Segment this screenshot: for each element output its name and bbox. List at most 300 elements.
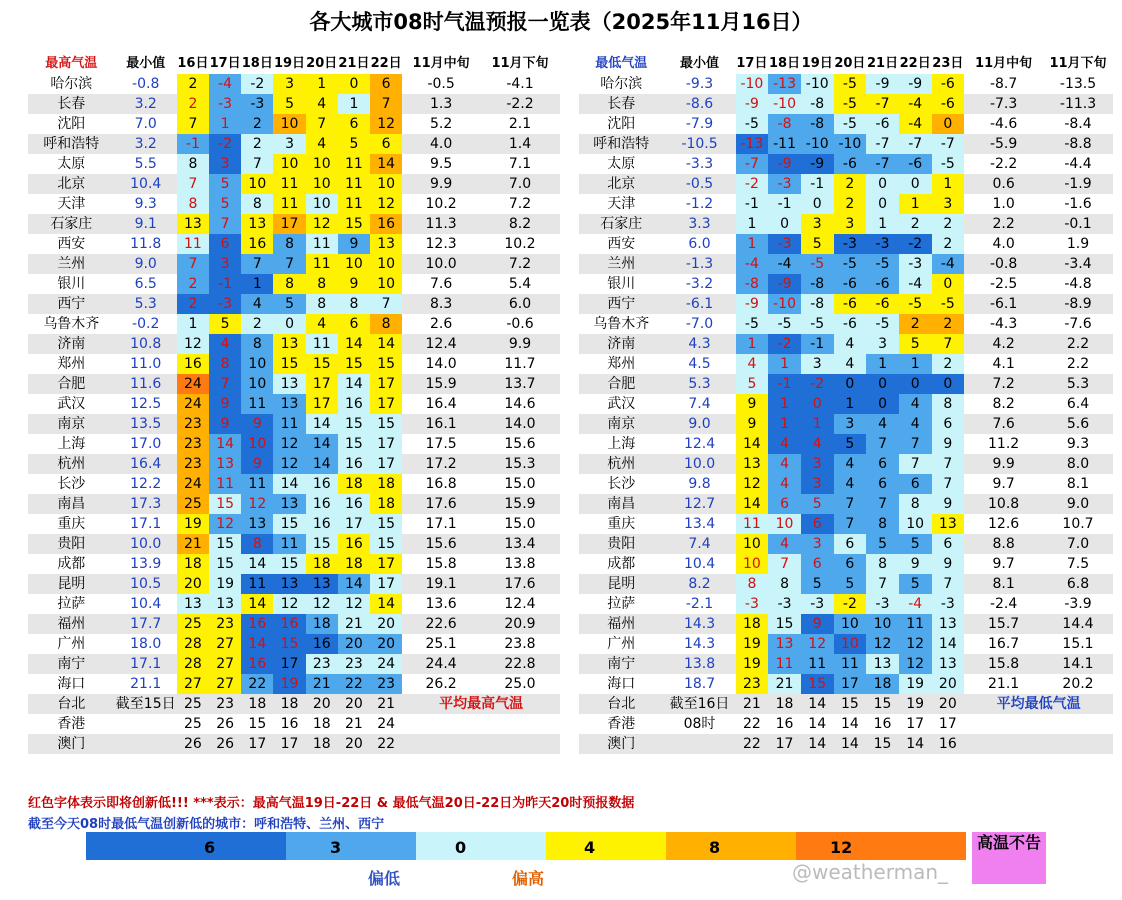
- avg-late-month: -1.6: [1064, 196, 1092, 212]
- low-table-row: [579, 94, 1113, 114]
- temp-cell: 3: [834, 414, 867, 434]
- temp-cell: 18: [273, 694, 305, 714]
- temp-cell: -5: [801, 254, 834, 274]
- temp-cell: -6: [834, 274, 867, 294]
- temp-cell: 6: [834, 534, 867, 554]
- avg-late-month: -2.2: [480, 94, 560, 114]
- temp-cell: 0: [866, 194, 899, 214]
- city-name: 南宁: [579, 654, 663, 674]
- temp-cell: 23: [338, 654, 370, 674]
- avg-mid-month: 10.0: [402, 254, 480, 274]
- city-name: 上海: [607, 436, 636, 452]
- temp-cell: -5: [834, 114, 867, 134]
- avg-late-month: 14.6: [504, 396, 536, 412]
- temp-cell: 20: [370, 614, 402, 634]
- city-name: 呼和浩特: [28, 134, 115, 154]
- temp-cell: 2: [932, 354, 965, 374]
- min-value: 9.1: [115, 214, 177, 234]
- min-value: 6.5: [134, 276, 157, 292]
- min-value: 13.5: [115, 414, 177, 434]
- temp-cell: 4: [834, 354, 867, 374]
- legend-label-high: 偏高: [512, 869, 545, 888]
- temp-cell: 24: [177, 374, 209, 394]
- city-name: 长沙: [607, 476, 636, 492]
- avg-mid-month: 8.3: [402, 294, 480, 314]
- temp-cell: 22: [736, 734, 769, 754]
- temp-cell: 4: [241, 294, 273, 314]
- avg-late-month: 17.6: [480, 574, 560, 594]
- avg-mid-month: -7.3: [964, 94, 1043, 114]
- temp-cell: 9: [899, 554, 932, 574]
- temp-cell: 23: [370, 674, 402, 694]
- temp-cell: -4: [899, 594, 932, 614]
- temp-cell: 12: [273, 434, 305, 454]
- high-table-row: [28, 474, 560, 494]
- avg-late-month: 2.2: [1066, 356, 1090, 372]
- min-value: 14.3: [683, 636, 716, 652]
- avg-late-month: 23.8: [504, 636, 536, 652]
- temp-cell: 20: [932, 674, 965, 694]
- avg-mid-month: 10.8: [964, 494, 1043, 514]
- temp-cell: -6: [899, 154, 932, 174]
- high-temp-table: [28, 54, 560, 754]
- temp-cell: 14: [370, 594, 402, 614]
- temp-cell: 19: [209, 574, 241, 594]
- temp-cell: 7: [209, 374, 241, 394]
- temp-cell: 9: [932, 434, 965, 454]
- temp-cell: 28: [177, 634, 209, 654]
- low-table-row: [579, 194, 1113, 214]
- page-title: 各大城市08时气温预报一览表（2025年11月16日）: [309, 10, 813, 34]
- high-header-cell: 17日: [209, 54, 241, 74]
- temp-cell: 17: [768, 734, 801, 754]
- temp-cell: 8: [273, 234, 305, 254]
- temp-cell: 7: [866, 494, 899, 514]
- min-value: 10.8: [115, 334, 177, 354]
- temp-cell: 16: [306, 514, 338, 534]
- avg-mid-month: 17.1: [425, 516, 457, 532]
- temp-cell: 20: [306, 694, 338, 714]
- high-extra-row: [28, 694, 560, 714]
- temp-cell: 14: [273, 474, 305, 494]
- temp-cell: 17: [273, 734, 305, 754]
- temp-cell: 15: [273, 634, 305, 654]
- legend-label-low: 偏低: [368, 869, 401, 888]
- note-record-cities: 截至今天08时最低气温创新低的城市：呼和浩特、兰州、西宁: [28, 817, 385, 832]
- temp-cell: -3: [932, 594, 965, 614]
- temp-cell: 1: [338, 94, 370, 114]
- temp-cell: -6: [932, 94, 965, 114]
- temp-cell: 15: [209, 534, 241, 554]
- temp-cell: 15: [866, 694, 899, 714]
- temp-cell: 15: [801, 674, 834, 694]
- temp-cell: 16: [241, 614, 273, 634]
- temp-cell: 26: [216, 716, 235, 732]
- temp-cell: 11: [736, 514, 769, 534]
- temp-cell: 1: [177, 314, 209, 334]
- legend-tick: 6: [204, 838, 216, 857]
- temp-cell: 10: [736, 534, 769, 554]
- temp-cell: 13: [209, 594, 241, 614]
- temp-cell: -6: [834, 314, 867, 334]
- temp-cell: 9: [241, 414, 273, 434]
- avg-mid-month: 15.7: [964, 614, 1043, 634]
- avg-late-month: -3.9: [1064, 596, 1092, 612]
- low-table-row: [579, 134, 1113, 154]
- temp-cell: 18: [306, 734, 338, 754]
- temp-cell: 13: [768, 634, 801, 654]
- min-value: -7.0: [685, 316, 714, 332]
- avg-late-month: 8.0: [1043, 454, 1113, 474]
- temp-cell: 10: [306, 154, 338, 174]
- low-header-cell: 最小值: [663, 54, 735, 74]
- temp-cell: 25: [184, 716, 202, 732]
- temp-cell: 12: [338, 594, 370, 614]
- temp-cell: 24: [370, 654, 402, 674]
- temp-cell: 8: [209, 354, 241, 374]
- temp-cell: -6: [932, 74, 965, 94]
- temp-cell: 5: [273, 94, 305, 114]
- temp-cell: 5: [866, 534, 899, 554]
- avg-late-month: 14.1: [1043, 654, 1113, 674]
- temp-cell: 13: [273, 574, 305, 594]
- avg-late-month: 15.6: [504, 436, 536, 452]
- temp-cell: 4: [736, 354, 769, 374]
- high-table-row: [28, 254, 560, 274]
- min-value: -0.2: [132, 316, 160, 332]
- temp-cell: 18: [866, 674, 899, 694]
- temp-cell: -9: [866, 74, 899, 94]
- temp-cell: 6: [801, 514, 834, 534]
- avg-mid-month: 24.4: [402, 654, 480, 674]
- temp-cell: 8: [241, 534, 273, 554]
- temp-cell: 17: [906, 716, 925, 732]
- min-value: 4.5: [688, 356, 711, 372]
- avg-mid-month: 4.0: [402, 134, 480, 154]
- temp-cell: 12: [177, 334, 209, 354]
- high-header-row: [28, 54, 560, 74]
- avg-late-month: -7.6: [1064, 316, 1092, 332]
- low-header-cell: 18日: [768, 54, 801, 74]
- min-value: -10.5: [663, 134, 735, 154]
- temp-cell: -8: [768, 114, 801, 134]
- min-value: 7.4: [663, 534, 735, 554]
- temp-cell: 6: [866, 474, 899, 494]
- temp-cell: 10: [241, 434, 273, 454]
- city-name: 石家庄: [579, 214, 663, 234]
- temp-cell: 4: [209, 334, 241, 354]
- temp-cell: 23: [209, 614, 241, 634]
- min-value: 21.1: [130, 676, 162, 692]
- city-name: 重庆: [607, 516, 636, 532]
- temp-cell: 3: [866, 334, 899, 354]
- temp-cell: 3: [801, 454, 834, 474]
- high-table-row: [28, 354, 560, 374]
- temp-cell: 27: [209, 674, 241, 694]
- temp-cell: 14: [370, 334, 402, 354]
- temp-cell: 8: [338, 294, 370, 314]
- avg-late-month: 9.3: [1066, 436, 1090, 452]
- temp-cell: -3: [866, 234, 899, 254]
- avg-late-month: 22.8: [480, 654, 560, 674]
- low-table-row: [579, 674, 1113, 694]
- temp-cell: 8: [736, 574, 769, 594]
- min-value: 17.3: [115, 494, 177, 514]
- city-name: 昆明: [28, 574, 115, 594]
- temp-cell: -3: [899, 254, 932, 274]
- temp-cell: 4: [768, 474, 801, 494]
- temp-cell: -5: [932, 294, 965, 314]
- data-note: 08时: [683, 716, 716, 732]
- temp-cell: 1: [209, 114, 241, 134]
- min-value: 12.2: [130, 476, 162, 492]
- city-name: 长沙: [57, 476, 86, 492]
- high-extra-row: [28, 714, 560, 734]
- temp-cell: -8: [736, 274, 769, 294]
- temp-cell: -3: [209, 294, 241, 314]
- temp-cell: 23: [736, 674, 769, 694]
- temp-cell: 1: [736, 214, 769, 234]
- temp-cell: -4: [932, 254, 965, 274]
- min-value: 13.8: [663, 654, 735, 674]
- temp-cell: 15: [866, 734, 899, 754]
- avg-mid-month: 15.8: [964, 654, 1043, 674]
- city-name: 哈尔滨: [50, 76, 93, 92]
- low-header-cell: 22日: [899, 54, 932, 74]
- temp-cell: 13: [209, 454, 241, 474]
- city-name: 南宁: [28, 654, 115, 674]
- temp-cell: 12: [899, 634, 932, 654]
- avg-late-month: 11.7: [504, 356, 536, 372]
- temp-cell: 0: [866, 174, 899, 194]
- high-table-row: [28, 374, 560, 394]
- temp-cell: -2: [801, 374, 834, 394]
- temp-cell: 7: [932, 574, 965, 594]
- temp-cell: 26: [177, 734, 209, 754]
- avg-mid-month: -6.1: [964, 294, 1043, 314]
- legend-tick: 4: [584, 838, 596, 857]
- low-header-cell: 20日: [834, 54, 867, 74]
- temp-cell: 4: [306, 314, 338, 334]
- temp-cell: 8: [899, 494, 932, 514]
- temp-cell: -5: [834, 254, 867, 274]
- temp-cell: 6: [370, 134, 402, 154]
- avg-mid-month: -2.4: [989, 596, 1018, 612]
- temp-cell: -5: [801, 314, 834, 334]
- city-name: 南京: [28, 414, 115, 434]
- low-table-row: [579, 594, 1113, 614]
- temp-cell: -6: [866, 114, 899, 134]
- temp-cell: 23: [177, 414, 209, 434]
- temp-cell: 7: [177, 114, 209, 134]
- temp-cell: 2: [177, 274, 209, 294]
- city-name: 西安: [607, 236, 636, 252]
- min-value: 3.2: [115, 94, 177, 114]
- avg-late-month: 1.4: [480, 134, 560, 154]
- high-table-row: [28, 434, 560, 454]
- temp-cell: 7: [932, 474, 965, 494]
- temp-cell: 3: [801, 354, 834, 374]
- low-header-cell: 17日: [736, 54, 769, 74]
- min-value: -1.2: [685, 196, 714, 212]
- min-value: -3.2: [685, 276, 714, 292]
- temp-cell: 7: [768, 554, 801, 574]
- avg-mid-month: 17.5: [425, 436, 457, 452]
- min-value: 5.5: [134, 156, 157, 172]
- avg-mid-month: 9.9: [402, 174, 480, 194]
- avg-late-month: 7.2: [480, 254, 560, 274]
- city-name: 合肥: [579, 374, 663, 394]
- city-name: 郑州: [607, 356, 636, 372]
- city-name: 武汉: [607, 396, 636, 412]
- temp-cell: 13: [306, 574, 338, 594]
- temp-cell: 12: [273, 594, 305, 614]
- temp-cell: -4: [768, 254, 801, 274]
- avg-label: [402, 714, 560, 734]
- min-value: -9.3: [685, 76, 714, 92]
- temp-cell: 5: [899, 334, 932, 354]
- min-value: 18.0: [130, 636, 162, 652]
- temp-cell: -5: [866, 314, 899, 334]
- low-temp-table: [579, 54, 1113, 754]
- high-header-cell: 最小值: [115, 54, 177, 74]
- avg-mid-month: 12.6: [988, 516, 1020, 532]
- avg-late-month: -8.9: [1043, 294, 1113, 314]
- temp-cell: 0: [932, 274, 965, 294]
- avg-late-month: 14.0: [480, 414, 560, 434]
- min-value: 8.2: [663, 574, 735, 594]
- temp-cell: -5: [736, 314, 769, 334]
- temp-cell: -9: [768, 274, 801, 294]
- min-value: 10.0: [115, 534, 177, 554]
- temp-cell: 14: [338, 574, 370, 594]
- avg-mid-month: 16.1: [402, 414, 480, 434]
- temp-cell: -13: [768, 74, 801, 94]
- city-name: 重庆: [57, 516, 86, 532]
- temp-cell: 11: [273, 534, 305, 554]
- temp-cell: -8: [801, 274, 834, 294]
- avg-late-month: -8.8: [1043, 134, 1113, 154]
- data-note: 截至15日: [115, 696, 176, 712]
- temp-cell: -4: [736, 254, 769, 274]
- temp-cell: -10: [768, 294, 801, 314]
- min-value: -3.3: [685, 156, 714, 172]
- city-name: 郑州: [57, 356, 86, 372]
- temp-cell: 9: [338, 274, 370, 294]
- min-value: 11.6: [115, 374, 177, 394]
- avg-label: [964, 734, 1113, 754]
- temp-cell: 11: [273, 194, 305, 214]
- temp-cell: -10: [801, 134, 834, 154]
- min-value: 12.7: [663, 494, 735, 514]
- avg-late-month: 9.0: [1043, 494, 1113, 514]
- avg-mid-month: 21.1: [988, 676, 1020, 692]
- city-name: 澳门: [579, 734, 663, 754]
- city-name: 兰州: [28, 254, 115, 274]
- low-table-row: [579, 334, 1113, 354]
- low-table-row: [579, 614, 1113, 634]
- temp-cell: 5: [209, 174, 241, 194]
- city-name: 南昌: [28, 494, 115, 514]
- temp-cell: 10: [241, 354, 273, 374]
- temp-cell: 17: [370, 574, 402, 594]
- avg-mid-month: 16.4: [425, 396, 457, 412]
- temp-cell: 3: [209, 254, 241, 274]
- temp-cell: -3: [768, 174, 801, 194]
- avg-late-month: -11.3: [1043, 94, 1113, 114]
- temp-cell: 16: [241, 654, 273, 674]
- avg-mid-month: 12.3: [425, 236, 457, 252]
- temp-cell: 27: [209, 634, 241, 654]
- temp-cell: 4: [899, 394, 932, 414]
- temp-cell: 17: [338, 514, 370, 534]
- temp-cell: -8: [801, 294, 834, 314]
- temp-cell: 1: [834, 394, 867, 414]
- high-table-row: [28, 454, 560, 474]
- city-name: 台北: [28, 694, 115, 714]
- avg-late-month: -13.5: [1059, 76, 1097, 92]
- temp-cell: 18: [177, 554, 209, 574]
- temp-cell: -3: [736, 594, 769, 614]
- min-value: 12.5: [130, 396, 162, 412]
- temp-cell: 23: [177, 434, 209, 454]
- temp-cell: 1: [736, 234, 769, 254]
- high-table-row: [28, 334, 560, 354]
- temp-cell: 15: [273, 354, 305, 374]
- temp-cell: 4: [768, 534, 801, 554]
- temp-cell: -8: [801, 94, 834, 114]
- city-name: 海口: [607, 676, 636, 692]
- city-name: 银川: [607, 276, 636, 292]
- temp-cell: 10: [370, 254, 402, 274]
- temp-cell: 8: [241, 334, 273, 354]
- temp-cell: -5: [736, 114, 769, 134]
- city-name: 香港: [607, 716, 636, 732]
- temp-cell: 13: [273, 334, 305, 354]
- temp-cell: 5: [801, 234, 834, 254]
- temp-cell: 2: [932, 314, 965, 334]
- temp-cell: 12: [899, 654, 932, 674]
- temp-cell: -10: [736, 74, 769, 94]
- high-table-row: [28, 314, 560, 334]
- min-value: 5.3: [663, 374, 735, 394]
- low-table-row: [579, 654, 1113, 674]
- min-value: 10.5: [115, 574, 177, 594]
- temp-cell: 13: [736, 454, 769, 474]
- temp-cell: 13: [932, 514, 965, 534]
- city-name: 杭州: [28, 454, 115, 474]
- city-name: 昆明: [579, 574, 663, 594]
- temp-cell: 3: [932, 194, 965, 214]
- temp-cell: -10: [768, 94, 801, 114]
- temp-cell: 7: [209, 214, 241, 234]
- temp-cell: 8: [932, 394, 965, 414]
- low-table-row: [579, 174, 1113, 194]
- temp-cell: 7: [177, 254, 209, 274]
- temp-cell: 8: [177, 194, 209, 214]
- temp-cell: 16: [932, 734, 965, 754]
- temp-cell: -11: [768, 134, 801, 154]
- avg-late-month: 5.6: [1043, 414, 1113, 434]
- temp-cell: -8: [801, 114, 834, 134]
- temp-cell: 2: [177, 294, 209, 314]
- avg-late-month: 20.2: [1062, 676, 1094, 692]
- avg-mid-month: 17.6: [402, 494, 480, 514]
- min-value: 17.1: [130, 516, 162, 532]
- temp-cell: 17: [306, 374, 338, 394]
- avg-late-month: 5.3: [1043, 374, 1113, 394]
- avg-late-month: 7.0: [1043, 534, 1113, 554]
